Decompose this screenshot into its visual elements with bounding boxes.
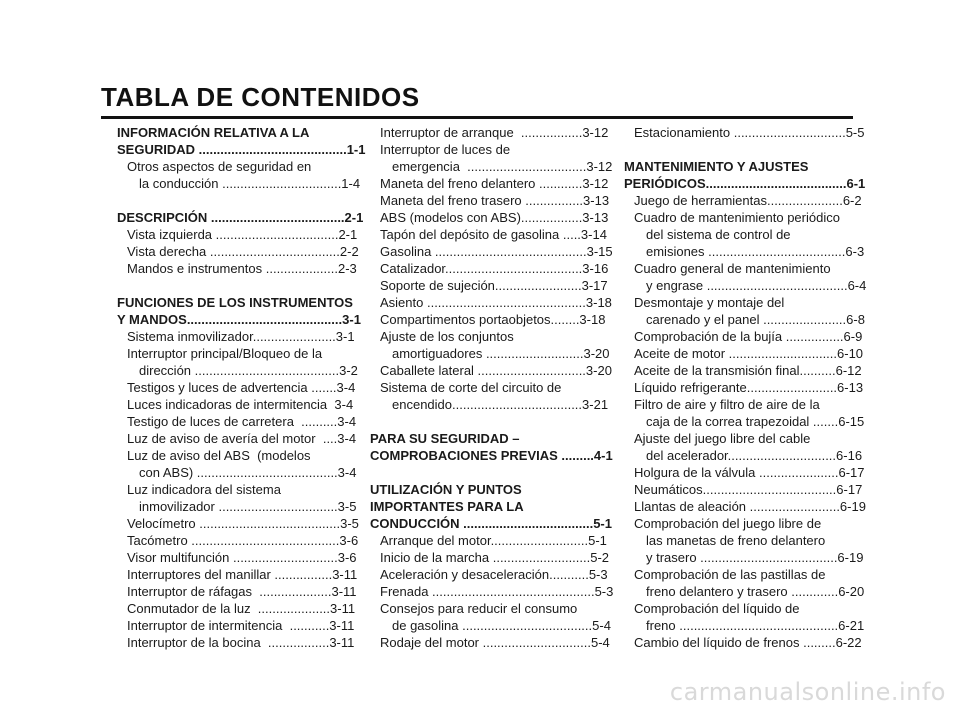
toc-entry: Interruptor de luces de — [380, 142, 511, 157]
toc-entry: freno ............................................6-21 — [646, 618, 865, 633]
toc-spacer — [370, 464, 600, 481]
toc-entry: Luz de aviso de avería del motor ....3-4 — [127, 431, 357, 446]
toc-section-heading: IMPORTANTES PARA LA — [370, 499, 524, 514]
toc-entry: Asiento ............................................3-18 — [380, 295, 612, 310]
toc-entry: Inicio de la marcha ...........................5-2 — [380, 550, 610, 565]
toc-entry: encendido....................................3-21 — [392, 397, 609, 412]
watermark-text: carmanualsonline.info — [669, 678, 946, 706]
toc-entry: del acelerador..............................6-16 — [646, 448, 863, 463]
toc-entry: Aceleración y desaceleración...........5-3 — [380, 567, 608, 582]
toc-entry: Cuadro de mantenimiento periódico — [634, 210, 840, 225]
toc-entry: Estacionamiento ...............................5-5 — [634, 125, 865, 140]
toc-column-2 — [370, 124, 614, 651]
toc-entry: Comprobación de las pastillas de — [634, 567, 826, 582]
toc-entry: y trasero ......................................6-19 — [646, 550, 864, 565]
toc-section-heading: INFORMACIÓN RELATIVA A LA — [117, 125, 310, 140]
toc-entry: Otros aspectos de seguridad en — [127, 159, 312, 174]
toc-entry: Vista derecha ....................................2-2 — [127, 244, 359, 259]
toc-entry: Maneta del freno trasero ................3-13 — [380, 193, 610, 208]
toc-entry: emisiones ......................................6-3 — [646, 244, 865, 259]
toc-entry: Juego de herramientas.....................6-2 — [634, 193, 862, 208]
toc-entry: Holgura de la válvula ......................6-17 — [634, 465, 865, 480]
toc-entry: ABS (modelos con ABS).................3-13 — [380, 210, 609, 225]
toc-entry: la conducción .................................1-4 — [139, 176, 361, 191]
toc-entry: inmovilizador .................................3-5 — [139, 499, 357, 514]
toc-entry: caja de la correa trapezoidal .......6-15 — [646, 414, 865, 429]
toc-entry: Comprobación de la bujía ................6-9 — [634, 329, 863, 344]
toc-section-heading: COMPROBACIONES PREVIAS .........4-1 — [370, 448, 613, 463]
toc-entry: Llantas de aleación .........................6-19 — [634, 499, 866, 514]
toc-entry: amortiguadores ...........................3-20 — [392, 346, 610, 361]
toc-entry: Consejos para reducir el consumo — [380, 601, 578, 616]
toc-entry: Velocímetro .......................................3-5 — [127, 516, 359, 531]
toc-entry: Maneta del freno delantero ............3-12 — [380, 176, 609, 191]
toc-section-heading: CONDUCCIÓN ....................................5-1 — [370, 516, 612, 531]
toc-entry: Interruptor de ráfagas ....................3-11 — [127, 584, 357, 599]
toc-entry: Vista izquierda ..................................2-1 — [127, 227, 358, 242]
toc-entry: Líquido refrigerante.........................6-13 — [634, 380, 864, 395]
toc-entry: las manetas de freno delantero — [646, 533, 826, 548]
toc-entry: Caballete lateral ..............................3-20 — [380, 363, 612, 378]
toc-entry: de gasolina ....................................5-4 — [392, 618, 611, 633]
toc-spacer — [624, 141, 853, 158]
toc-spacer — [117, 277, 344, 294]
toc-section-heading: DESCRIPCIÓN .....................................2-1 — [117, 210, 364, 225]
toc-entry: Frenada .............................................5-3 — [380, 584, 614, 599]
toc-section-heading: MANTENIMIENTO Y AJUSTES — [624, 159, 809, 174]
toc-entry: Sistema inmovilizador.......................3-1 — [127, 329, 355, 344]
toc-entry: Catalizador......................................3-16 — [380, 261, 609, 276]
toc-column-3 — [624, 124, 867, 651]
toc-entry: Sistema de corte del circuito de — [380, 380, 562, 395]
toc-entry: Tacómetro .........................................3-6 — [127, 533, 359, 548]
toc-entry: con ABS) .......................................3-4 — [139, 465, 357, 480]
toc-section-heading: PARA SU SEGURIDAD – — [370, 431, 520, 446]
toc-entry: Conmutador de la luz ....................3-11 — [127, 601, 356, 616]
toc-entry: Rodaje del motor ..............................5-4 — [380, 635, 610, 650]
toc-entry: Ajuste del juego libre del cable — [634, 431, 811, 446]
toc-entry: Interruptor principal/Bloqueo de la — [127, 346, 323, 361]
toc-entry: emergencia .................................3-12 — [392, 159, 613, 174]
toc-entry: Comprobación del juego libre de — [634, 516, 822, 531]
toc-entry: dirección ........................................3-2 — [139, 363, 358, 378]
toc-entry: Luz de aviso del ABS (modelos — [127, 448, 311, 463]
toc-entry: Tapón del depósito de gasolina .....3-14 — [380, 227, 607, 242]
toc-entry: del sistema de control de — [646, 227, 791, 242]
toc-entry: Arranque del motor...........................5-1 — [380, 533, 607, 548]
toc-entry: Filtro de aire y filtro de aire de la — [634, 397, 820, 412]
toc-entry: Comprobación del líquido de — [634, 601, 800, 616]
toc-entry: Gasolina ..........................................3-15 — [380, 244, 613, 259]
toc-entry: Desmontaje y montaje del — [634, 295, 785, 310]
toc-entry: Interruptor de la bocina .................3-11 — [127, 635, 355, 650]
toc-entry: Cambio del líquido de frenos .........6-22 — [634, 635, 862, 650]
toc-entry: Luces indicadoras de intermitencia 3-4 — [127, 397, 354, 412]
toc-spacer — [370, 413, 600, 430]
title-underline — [101, 116, 853, 119]
toc-section-heading: UTILIZACIÓN Y PUNTOS — [370, 482, 522, 497]
toc-entry: Neumáticos.....................................6-17 — [634, 482, 863, 497]
page-title: TABLA DE CONTENIDOS — [101, 82, 420, 112]
toc-entry: Compartimentos portaobjetos........3-18 — [380, 312, 606, 327]
toc-entry: Aceite de la transmisión final..........6-12 — [634, 363, 862, 378]
toc-entry: Testigo de luces de carretera ..........3-4 — [127, 414, 357, 429]
toc-column-1 — [117, 124, 366, 651]
toc-section-heading: PERIÓDICOS.......................................6-1 — [624, 176, 866, 191]
toc-section-heading: SEGURIDAD .........................................1-1 — [117, 142, 366, 157]
toc-entry: Testigos y luces de advertencia .......3-4 — [127, 380, 356, 395]
toc-entry: Soporte de sujeción........................3-17 — [380, 278, 608, 293]
toc-entry: Interruptor de arranque .................3-12 — [380, 125, 609, 140]
toc-entry: Mandos e instrumentos ....................2-3 — [127, 261, 357, 276]
toc-section-heading: FUNCIONES DE LOS INSTRUMENTOS — [117, 295, 353, 310]
toc-entry: y engrase .......................................6-4 — [646, 278, 867, 293]
toc-entry: freno delantero y trasero .............6-20 — [646, 584, 865, 599]
toc-entry: Cuadro general de mantenimiento — [634, 261, 831, 276]
toc-entry: carenado y el panel .......................6-8 — [646, 312, 865, 327]
toc-spacer — [117, 192, 344, 209]
toc-entry: Interruptores del manillar ................3-11 — [127, 567, 358, 582]
toc-entry: Visor multifunción .............................3-6 — [127, 550, 357, 565]
toc-entry: Interruptor de intermitencia ...........3-11 — [127, 618, 355, 633]
toc-entry: Luz indicadora del sistema — [127, 482, 281, 497]
toc-entry: Aceite de motor ..............................6-10 — [634, 346, 864, 361]
toc-entry: Ajuste de los conjuntos — [380, 329, 514, 344]
toc-section-heading: Y MANDOS...........................................3-1 — [117, 312, 361, 327]
